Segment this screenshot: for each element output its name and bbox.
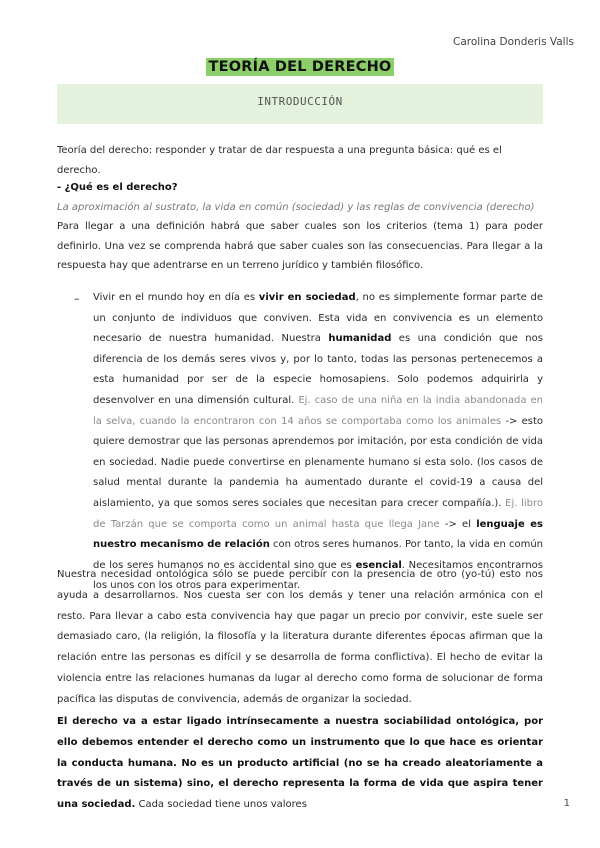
section-heading: INTRODUCCIÓN	[257, 95, 343, 108]
question-body: Para llegar a una definición habrá que saber cuales son los criterios (tema 1) para poder definirlo. Una vez se comprenda habrá que saber cuales son las consecuencias. Para llegar a la respuesta hay que adentrarse en un terreno jurídico y también filosófico.	[57, 221, 543, 271]
bullet-text: con otros seres humanos. Por tanto, la vida en común de los seres humanos no es accidental sino que es	[93, 539, 543, 571]
bullet-text: , no es simplemente formar parte de un conjunto de individuos que conviven. Esta vida en convivencia es un elemento necesario de nuestra humanidad. Nuestra	[93, 292, 543, 345]
author-name: Carolina Donderis Valls	[453, 36, 574, 48]
bullet-bold: lenguaje es nuestro mecanismo de relación	[93, 518, 543, 551]
section-banner	[57, 84, 543, 124]
law-bold-text: El derecho va a estar ligado intrínsecamente a nuestra sociabilidad ontológica, por ello debemos entender el derecho como un instrumento que lo que hace es orientar la conducta humana. No es un producto artificial (no se ha creado aleatoriamente a través de un sistema) sino, el derecho representa la forma de vida que aspira tener una sociedad.	[57, 716, 543, 811]
bullet-paragraph	[93, 288, 543, 597]
paragraph-ontology: Nuestra necesidad ontológica sólo se puede percibir con la presencia de otro (yo-tú) esto nos ayuda a desarrollarnos. Nos cuesta ser con los demás y tener una relación armónica con el resto. Para llevar a cabo esta convivencia hay que pagar un precio por convivir, este suele ser demasiado caro, (la religión, la filosofía y la literatura durante diferentes épocas afirman que la relación entre las personas es difícil y se desarrolla de forma conflictiva). El hecho de evitar la violencia entre las relaciones humanas da lugar al derecho como forma de solucionar de forma pacífica las disputas de convivencia, además de organizar la sociedad.	[57, 569, 543, 705]
document-title: TEORÍA DEL DERECHO	[206, 58, 395, 76]
bullet-example: Ej. caso de una niña en la india abandonada en la selva, cuando la encontraron con 14 años se comportaba como los animales	[93, 394, 543, 427]
paragraph-intro: Teoría del derecho: responder y tratar de dar respuesta a una pregunta básica: qué es el derecho.	[57, 145, 502, 176]
paragraph-law	[57, 712, 543, 816]
bullet-text: -> el	[439, 518, 477, 530]
bullet-bold: humanidad	[328, 333, 392, 345]
bullet-text: Vivir en el mundo hoy en día es	[93, 292, 259, 303]
title-wrap	[0, 56, 600, 76]
page-number: 1	[563, 798, 570, 809]
bullet-bold: vivir en sociedad	[258, 292, 356, 303]
bullet-dash: –	[74, 292, 80, 305]
bullet-bold: esencial	[355, 559, 402, 571]
law-text: Cada sociedad tiene unos valores	[135, 799, 307, 811]
bullet-example: Ej. libro de Tarzán que se comporta como un animal hasta que llega Jane	[93, 497, 543, 530]
question-subtitle: La aproximación al sustrato, la vida en común (sociedad) y las reglas de convivencia (derecho)	[57, 201, 535, 213]
bullet-text: . Necesitamos encontrarnos los unos con los otros para experimentar.	[93, 559, 543, 592]
question-block	[57, 178, 543, 276]
question-heading: - ¿Qué es el derecho?	[57, 182, 178, 193]
bullet-text: es una condición que nos diferencia de los demás seres vivos y, por lo tanto, todas las personas pertenecemos a esta humanidad por ser de la especie homosapiens. Solo podemos adquirirla y desenvolver en una dimensión cultural.	[93, 333, 543, 406]
bullet-text: -> esto quiere demostrar que las personas aprendemos por imitación, por esta condición de vida en sociedad. Nadie puede convertirse en plenamente humano si esta solo. (los casos de salud mental durante la pandemia ha aumentado durante el covid-19 a causa del aislamiento, ya que somos seres sociales que necesitan para crecer compañía.).	[93, 415, 544, 509]
